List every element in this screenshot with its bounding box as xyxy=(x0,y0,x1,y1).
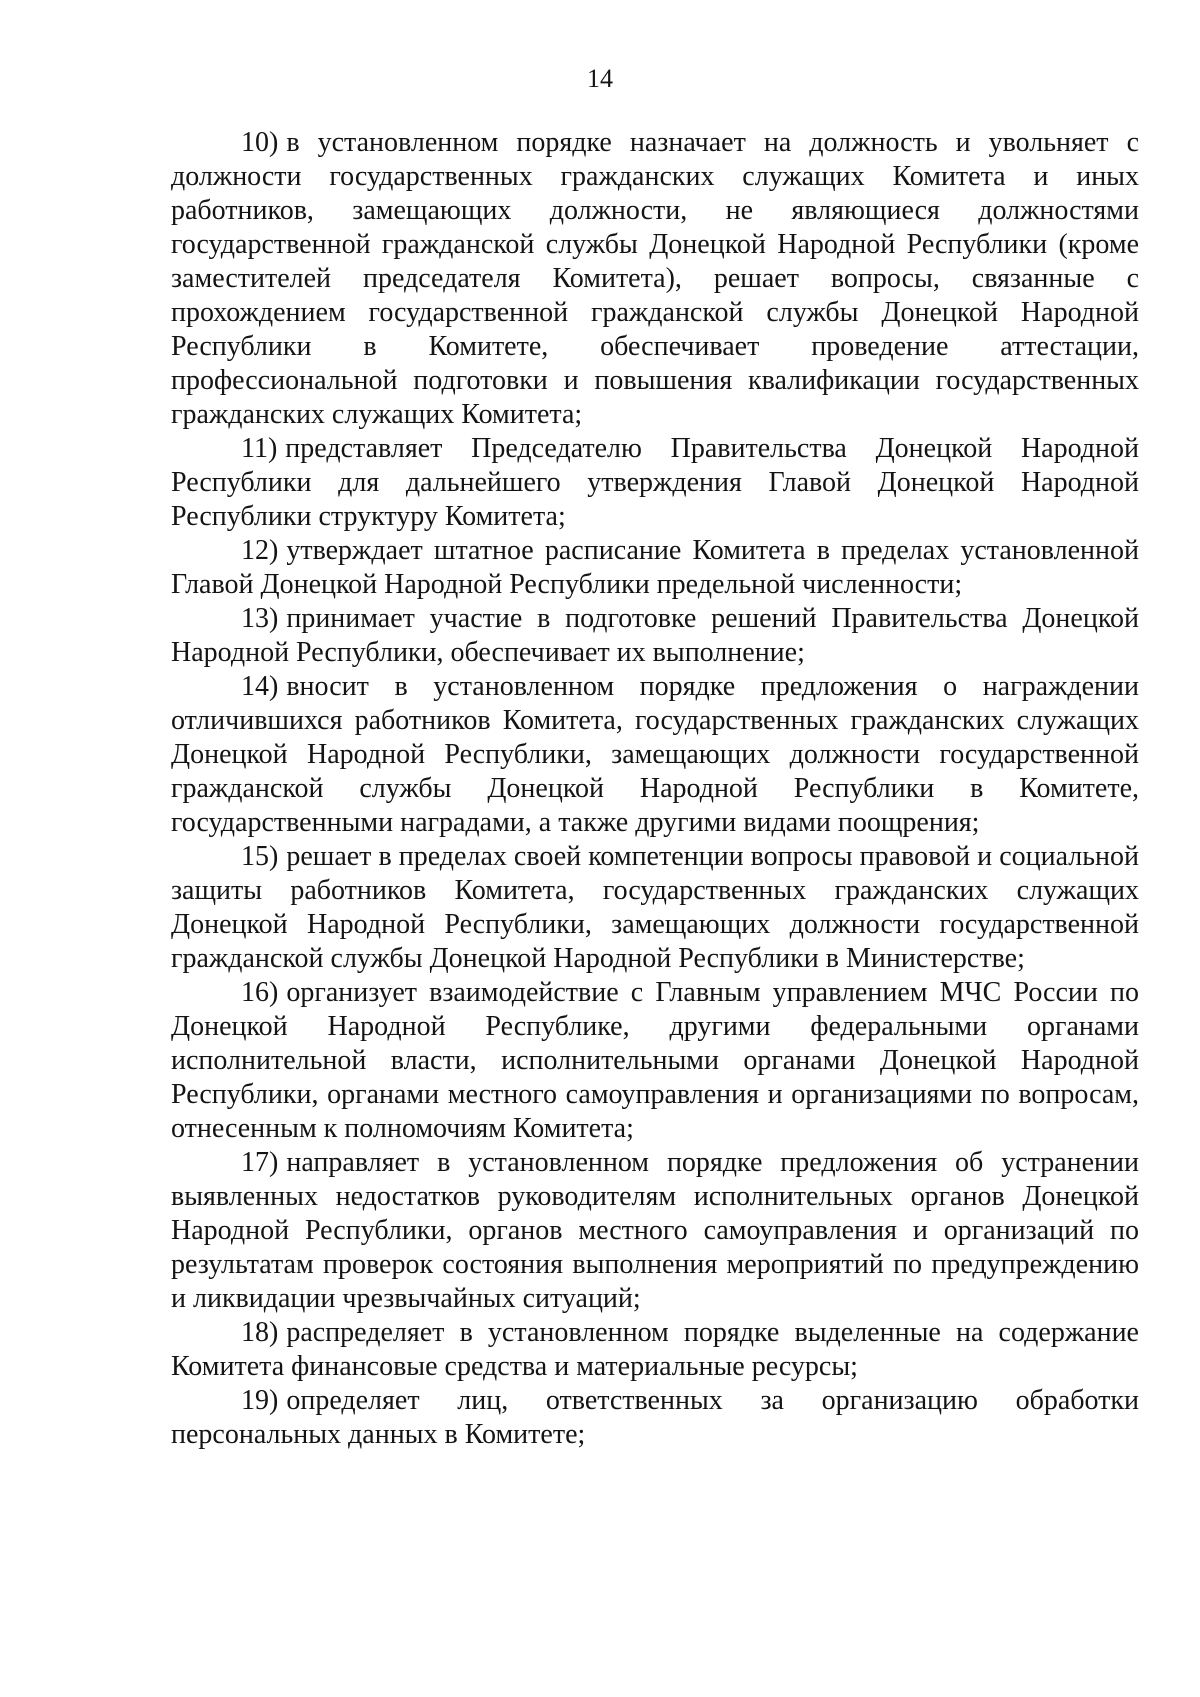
item-number: 16) xyxy=(241,977,279,1008)
item-text: организует взаимодействие с Главным управлением МЧС России по Донецкой Народной Республике, другими федеральными органами исполнительной власти, исполнительными органами Донецкой Народной Республики, органами местного самоуправления и организациями по вопросам, отнесенным к полномочиям Комитета; xyxy=(171,977,1139,1144)
document-body xyxy=(171,126,1139,1452)
item-text: представляет Председателю Правительства Донецкой Народной Республики для дальнейшего утверждения Главой Донецкой Народной Республики структуру Комитета; xyxy=(171,433,1139,532)
list-item-18 xyxy=(171,1316,1139,1384)
list-item-17 xyxy=(171,1146,1139,1316)
item-number: 17) xyxy=(241,1147,279,1178)
item-number: 11) xyxy=(241,433,278,464)
list-item-19 xyxy=(171,1384,1139,1452)
item-number: 19) xyxy=(241,1385,279,1416)
list-item-16 xyxy=(171,976,1139,1146)
page-number: 14 xyxy=(587,64,613,93)
list-item-14 xyxy=(171,670,1139,840)
item-text: направляет в установленном порядке предложения об устранении выявленных недостатков руководителям исполнительных органов Донецкой Народной Республики, органов местного самоуправления и организаций по результатам проверок состояния выполнения мероприятий по предупреждению и ликвидации чрезвычайных ситуаций; xyxy=(171,1147,1139,1314)
item-text: утверждает штатное расписание Комитета в пределах установленной Главой Донецкой Народной Республики предельной численности; xyxy=(171,535,1139,600)
item-number: 12) xyxy=(241,535,279,566)
list-item-11 xyxy=(171,432,1139,534)
list-item-15 xyxy=(171,840,1139,976)
item-text: вносит в установленном порядке предложения о награждении отличившихся работников Комитета, государственных гражданских служащих Донецкой Народной Республики, замещающих должности государственной гражданской службы Донецкой Народной Республики в Комитете, государственными наградами, а также другими видами поощрения; xyxy=(171,671,1139,838)
item-number: 15) xyxy=(241,841,279,872)
list-item-12 xyxy=(171,534,1139,602)
item-number: 10) xyxy=(241,127,279,158)
list-item-10 xyxy=(171,126,1139,432)
item-number: 14) xyxy=(241,671,279,702)
list-item-13 xyxy=(171,602,1139,670)
item-text: распределяет в установленном порядке выделенные на содержание Комитета финансовые средства и материальные ресурсы; xyxy=(171,1317,1139,1382)
item-text: в установленном порядке назначает на должность и увольняет с должности государственных гражданских служащих Комитета и иных работников, замещающих должности, не являющиеся должностями государственной гражданской службы Донецкой Народной Республики (кроме заместителей председателя Комитета), решает вопросы, связанные с прохождением государственной гражданской службы Донецкой Народной Республики в Комитете, обеспечивает проведение аттестации, профессиональной подготовки и повышения квалификации государственных гражданских служащих Комитета; xyxy=(171,127,1139,430)
item-number: 13) xyxy=(241,603,279,634)
item-text: определяет лиц, ответственных за организацию обработки персональных данных в Комитете; xyxy=(171,1385,1139,1450)
item-text: решает в пределах своей компетенции вопросы правовой и социальной защиты работников Комитета, государственных гражданских служащих Донецкой Народной Республики, замещающих должности государственной гражданской службы Донецкой Народной Республики в Министерстве; xyxy=(171,841,1139,974)
item-number: 18) xyxy=(241,1317,279,1348)
item-text: принимает участие в подготовке решений Правительства Донецкой Народной Республики, обеспечивает их выполнение; xyxy=(171,603,1139,668)
